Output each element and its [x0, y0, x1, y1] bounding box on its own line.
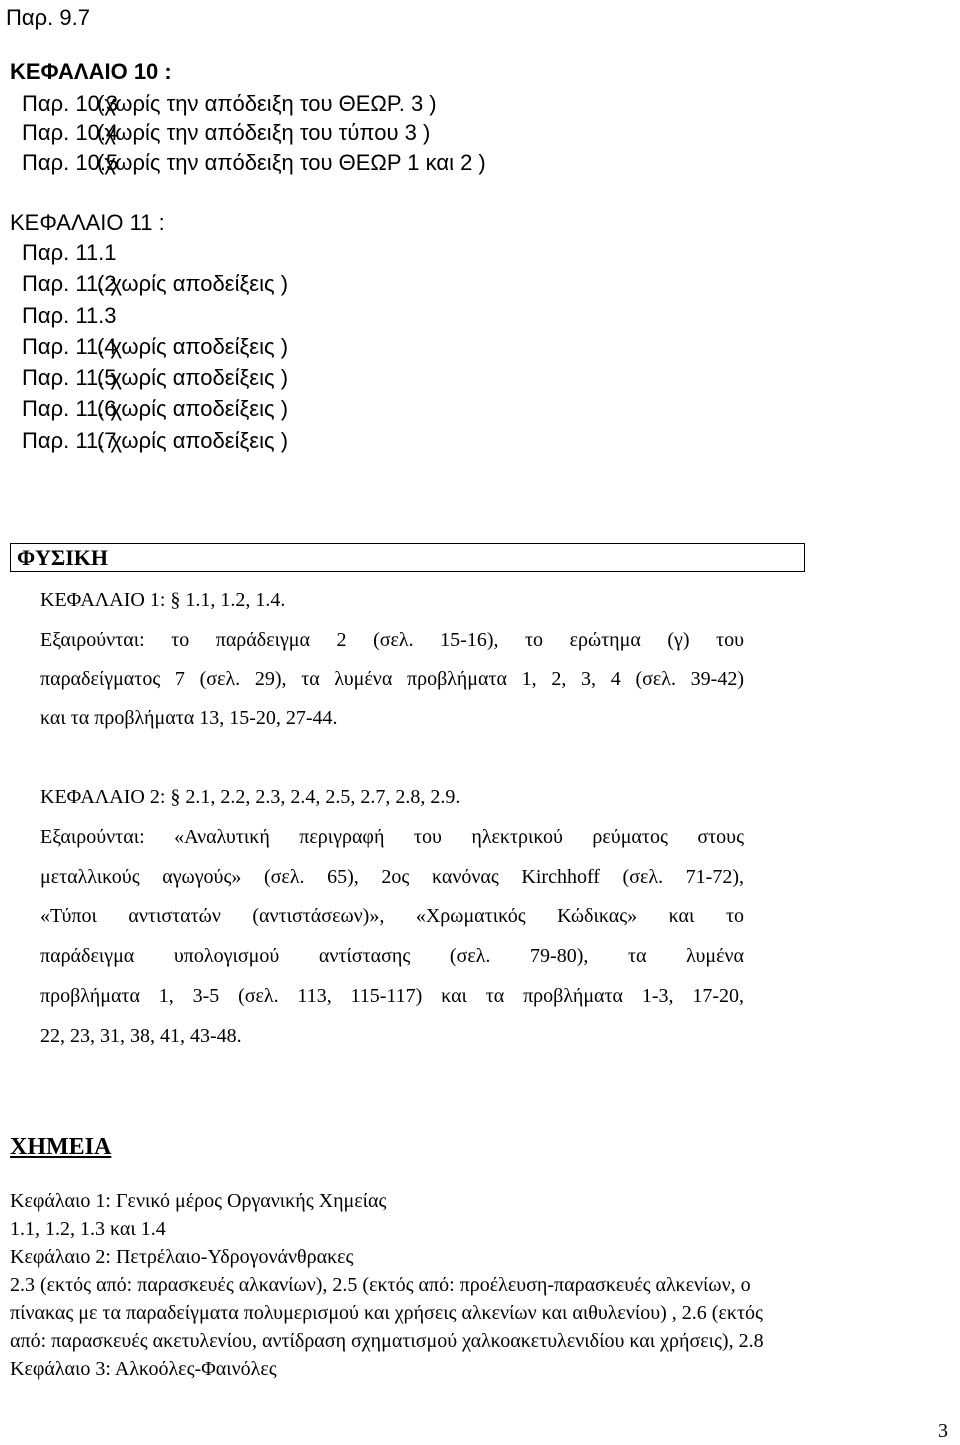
chemistry-line: 1.1, 1.2, 1.3 και 1.4 — [10, 1218, 166, 1240]
paragraph-code: Παρ. 10.4 — [22, 120, 119, 145]
physics-chapter-2-line: «Τύποι αντιστατών (αντιστάσεων)», «Χρωματικός Κώδικας» και το — [40, 905, 744, 927]
paragraph-code: Παρ. 11.2 — [22, 271, 117, 296]
chemistry-line: Κεφάλαιο 1: Γενικό μέρος Οργανικής Χημείας — [10, 1190, 387, 1212]
list-item — [22, 119, 430, 147]
paragraph-note: ( χωρίς αποδείξεις ) — [97, 334, 289, 359]
physics-chapter-1-heading: ΚΕΦΑΛΑΙΟ 1: § 1.1, 1.2, 1.4. — [40, 589, 286, 611]
paragraph-code: Παρ. 10.3 — [22, 91, 119, 116]
chemistry-line: από: παρασκευές ακετυλενίου, αντίδραση σχηματισμού χαλκοακετυλενιδίου και χρήσεις), 2.8 — [10, 1330, 764, 1352]
physics-chapter-2-line: προβλήματα 1, 3-5 (σελ. 113, 115-117) και τα προβλήματα 1-3, 17-20, — [40, 985, 744, 1007]
paragraph-code: Παρ. 11.6 — [22, 396, 117, 421]
list-item — [22, 90, 437, 118]
physics-chapter-2-line: μεταλλικούς αγωγούς» (σελ. 65), 2ος κανόνας Kirchhoff (σελ. 71-72), — [40, 866, 744, 888]
page-number: 3 — [938, 1420, 948, 1442]
paragraph-code: Παρ. 11.3 — [22, 303, 117, 328]
physics-chapter-2-line: Εξαιρούνται: «Αναλυτική περιγραφή του ηλεκτρικού ρεύματος στους — [40, 826, 744, 848]
chapter-10-heading: ΚΕΦΑΛΑΙΟ 10 : — [10, 59, 172, 84]
chemistry-line: πίνακας με τα παραδείγματα πολυμερισμού και χρήσεις αλκενίων και αιθυλενίου) , 2.6 (εκτός — [10, 1302, 763, 1324]
physics-chapter-2-heading: ΚΕΦΑΛΑΙΟ 2: § 2.1, 2.2, 2.3, 2.4, 2.5, 2.7, 2.8, 2.9. — [40, 786, 461, 808]
physics-chapter-1-line: Εξαιρούνται: το παράδειγμα 2 (σελ. 15-16), το ερώτημα (γ) του — [40, 629, 744, 651]
section-first-line: Παρ. 9.7 — [6, 5, 90, 30]
list-item — [22, 395, 288, 423]
physics-chapter-2-line: 22, 23, 31, 38, 41, 43-48. — [40, 1025, 242, 1047]
paragraph-code: Παρ. 11.7 — [22, 428, 117, 453]
list-item — [22, 364, 288, 392]
paragraph-note: ( χωρίς αποδείξεις ) — [97, 365, 289, 390]
paragraph-code: Παρ. 10.5 — [22, 150, 119, 175]
paragraph-code: Παρ. 11.5 — [22, 365, 117, 390]
paragraph-note: ( χωρίς αποδείξεις ) — [97, 396, 289, 421]
chapter-11-heading: ΚΕΦΑΛΑΙΟ 11 : — [10, 210, 165, 235]
chemistry-line: 2.3 (εκτός από: παρασκευές αλκανίων), 2.5 (εκτός από: προέλευση-παρασκευές αλκενίων, ο — [10, 1274, 751, 1296]
list-item — [22, 270, 288, 298]
physics-chapter-1-line: παραδείγματος 7 (σελ. 29), τα λυμένα προβλήματα 1, 2, 3, 4 (σελ. 39-42) — [40, 668, 744, 690]
list-item — [22, 302, 117, 330]
physics-chapter-1-line: και τα προβλήματα 13, 15-20, 27-44. — [40, 707, 338, 729]
paragraph-note: (χωρίς την απόδειξη του ΘΕΩΡ. 3 ) — [97, 91, 437, 116]
list-item — [22, 149, 486, 177]
paragraph-note: (χωρίς την απόδειξη του τύπου 3 ) — [97, 120, 431, 145]
list-item — [22, 333, 288, 361]
list-item — [22, 239, 117, 267]
paragraph-note: ( χωρίς αποδείξεις ) — [97, 271, 289, 296]
physics-title: ΦΥΣΙΚΗ — [17, 545, 109, 570]
chemistry-line: Κεφάλαιο 3: Αλκοόλες-Φαινόλες — [10, 1358, 277, 1380]
physics-chapter-2-line: παράδειγμα υπολογισμού αντίστασης (σελ. 79-80), τα λυμένα — [40, 945, 744, 967]
paragraph-code: Παρ. 11.4 — [22, 334, 117, 359]
list-item — [22, 427, 288, 455]
chemistry-title: ΧΗΜΕΙΑ — [10, 1134, 112, 1160]
physics-title-box — [10, 543, 805, 572]
paragraph-note: ( χωρίς αποδείξεις ) — [97, 428, 289, 453]
chemistry-line: Κεφάλαιο 2: Πετρέλαιο-Υδρογονάνθρακες — [10, 1246, 354, 1268]
paragraph-code: Παρ. 11.1 — [22, 240, 117, 265]
paragraph-note: (χωρίς την απόδειξη του ΘΕΩΡ 1 και 2 ) — [97, 150, 486, 175]
